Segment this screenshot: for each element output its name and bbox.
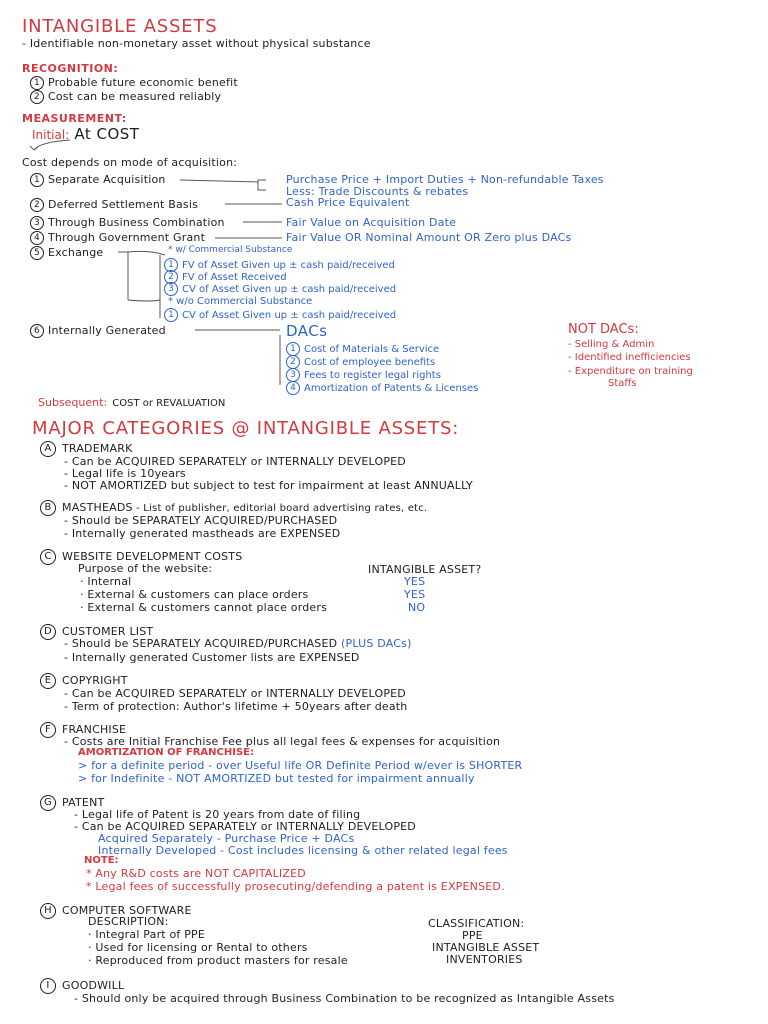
software-row-2-label: · Used for licensing or Rental to others — [88, 941, 308, 954]
dacs-label: DACs — [286, 322, 328, 340]
software-row-3-value: INVENTORIES — [446, 953, 523, 966]
copyright-line-2: - Term of protection: Author's lifetime + 50years after death — [64, 700, 408, 713]
patent-note-1: * Any R&D costs are NOT CAPITALIZED — [86, 867, 306, 880]
exchange-item-1: 1 FV of Asset Given up ± cash paid/received — [164, 258, 395, 272]
exchange-item-3: 3 CV of Asset Given up ± cash paid/received — [164, 282, 396, 296]
category-goodwill-title: I GOODWILL — [40, 978, 124, 994]
government-cost: Fair Value OR Nominal Amount OR Zero plus DACs — [286, 231, 572, 244]
category-software-title: H COMPUTER SOFTWARE — [40, 903, 192, 919]
website-row-3-value: NO — [408, 601, 426, 614]
category-copyright-title: E COPYRIGHT — [40, 673, 128, 689]
deferred-cost: Cash Price Equivalent — [286, 196, 410, 209]
dacs-item-4: 4 Amortization of Patents & Licenses — [286, 381, 478, 395]
trademark-line-2: - Legal life is 10years — [64, 467, 186, 480]
page-title: INTANGIBLE ASSETS — [22, 16, 218, 37]
software-desc-header: DESCRIPTION: — [88, 915, 169, 928]
not-dacs-item-4: Staffs — [608, 378, 637, 389]
major-categories-heading: MAJOR CATEGORIES @ INTANGIBLE ASSETS: — [32, 418, 460, 439]
exchange-with-commercial: * w/ Commercial Substance — [168, 245, 293, 255]
measurement-heading: MEASUREMENT: — [22, 112, 127, 125]
exchange-without-item: 1 CV of Asset Given up ± cash paid/received — [164, 308, 396, 322]
mode-deferred: 2 Deferred Settlement Basis — [30, 198, 198, 212]
category-trademark-title: A TRADEMARK — [40, 441, 133, 457]
mode-government: 4 Through Government Grant — [30, 231, 205, 245]
cost-depends-text: Cost depends on mode of acquisition: — [22, 156, 238, 169]
franchise-amort-heading: AMORTIZATION OF FRANCHISE: — [78, 747, 255, 758]
dacs-item-3: 3 Fees to register legal rights — [286, 368, 441, 382]
separate-cost-line2: Less: Trade Discounts & rebates — [286, 185, 469, 198]
exchange-without-commercial: * w/o Commercial Substance — [168, 296, 313, 307]
initial-measurement: Initial: At COST — [32, 125, 140, 143]
mastheads-line-1: - Should be SEPARATELY ACQUIRED/PURCHASED — [64, 514, 338, 527]
patent-sub-1: Acquired Separately - Purchase Price + DACs — [98, 832, 355, 845]
website-purpose: Purpose of the website: — [78, 562, 213, 575]
goodwill-line-1: - Should only be acquired through Business Combination to be recognized as Intangible Assets — [74, 992, 615, 1005]
category-customer-list-title: D CUSTOMER LIST — [40, 624, 153, 640]
separate-cost-line1: Purchase Price + Import Duties + Non-refundable Taxes — [286, 173, 604, 186]
not-dacs-item-1: - Selling & Admin — [568, 339, 655, 350]
mastheads-line-2: - Internally generated mastheads are EXPENSED — [64, 527, 341, 540]
patent-line-2: - Can be ACQUIRED SEPARATELY or INTERNALLY DEVELOPED — [74, 820, 416, 833]
franchise-amort-2: > for Indefinite - NOT AMORTIZED but tested for impairment annually — [78, 772, 475, 785]
customer-list-line-1: - Should be SEPARATELY ACQUIRED/PURCHASED (PLUS DACs) — [64, 637, 412, 650]
software-row-2-value: INTANGIBLE ASSET — [432, 941, 540, 954]
not-dacs-label: NOT DACs: — [568, 322, 639, 337]
copyright-line-1: - Can be ACQUIRED SEPARATELY or INTERNALLY DEVELOPED — [64, 687, 406, 700]
mode-exchange: 5 Exchange — [30, 246, 103, 260]
patent-sub-2: Internally Developed - Cost includes licensing & other related legal fees — [98, 844, 508, 857]
mode-internal: 6 Internally Generated — [30, 324, 166, 338]
recognition-item-1: 1 Probable future economic benefit — [30, 76, 238, 90]
subsequent-measurement: Subsequent: COST or REVALUATION — [38, 396, 226, 409]
trademark-line-3: - NOT AMORTIZED but subject to test for impairment at least ANNUALLY — [64, 479, 473, 492]
software-class-header: CLASSIFICATION: — [428, 917, 525, 930]
website-row-1-value: YES — [404, 575, 426, 588]
customer-list-line-2: - Internally generated Customer lists are EXPENSED — [64, 651, 360, 664]
software-row-1-label: · Integral Part of PPE — [88, 928, 206, 941]
patent-note-heading: NOTE: — [84, 855, 119, 866]
recognition-item-2: 2 Cost can be measured reliably — [30, 90, 221, 104]
website-row-2-value: YES — [404, 588, 426, 601]
franchise-amort-1: > for a definite period - over Useful life OR Definite Period w/ever is SHORTER — [78, 759, 523, 772]
website-intangible-header: INTANGIBLE ASSET? — [368, 563, 482, 576]
dacs-item-2: 2 Cost of employee benefits — [286, 355, 435, 369]
category-patent-title: G PATENT — [40, 795, 104, 811]
franchise-line-1: - Costs are Initial Franchise Fee plus all legal fees & expenses for acquisition — [64, 735, 501, 748]
website-row-2-label: · External & customers can place orders — [80, 588, 309, 601]
category-website-title: C WEBSITE DEVELOPMENT COSTS — [40, 549, 242, 565]
software-row-1-value: PPE — [462, 929, 483, 942]
business-cost: Fair Value on Acquisition Date — [286, 216, 457, 229]
definition-text: - Identifiable non-monetary asset without physical substance — [22, 37, 371, 50]
not-dacs-item-3: - Expenditure on training — [568, 366, 693, 377]
mode-separate: 1 Separate Acquisition — [30, 173, 166, 187]
patent-line-1: - Legal life of Patent is 20 years from date of filing — [74, 808, 361, 821]
trademark-line-1: - Can be ACQUIRED SEPARATELY or INTERNALLY DEVELOPED — [64, 455, 406, 468]
website-row-3-label: · External & customers cannot place orders — [80, 601, 328, 614]
category-mastheads-title: B MASTHEADS - List of publisher, editorial board advertising rates, etc. — [40, 500, 427, 516]
category-franchise-title: F FRANCHISE — [40, 722, 126, 738]
mode-business: 3 Through Business Combination — [30, 216, 225, 230]
patent-note-2: * Legal fees of successfully prosecuting/defending a patent is EXPENSED. — [86, 880, 505, 893]
not-dacs-item-2: - Identified inefficiencies — [568, 352, 691, 363]
dacs-item-1: 1 Cost of Materials & Service — [286, 342, 439, 356]
software-row-3-label: · Reproduced from product masters for resale — [88, 954, 348, 967]
website-row-1-label: · Internal — [80, 575, 132, 588]
exchange-item-2: 2 FV of Asset Received — [164, 270, 287, 284]
recognition-heading: RECOGNITION: — [22, 62, 119, 75]
